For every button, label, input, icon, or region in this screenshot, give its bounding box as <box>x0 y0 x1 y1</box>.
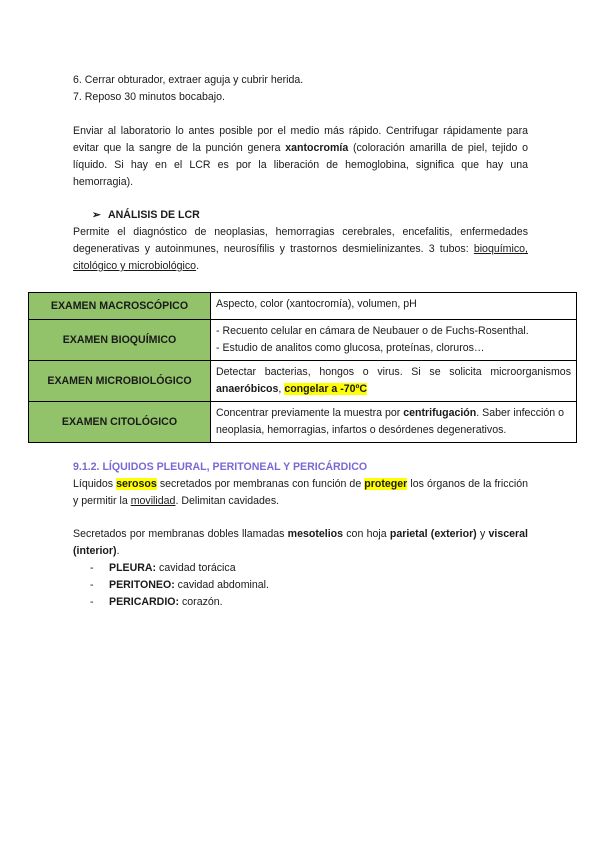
exam-text: Detectar bacterias, hongos o virus. Si se solicita microorganismos <box>216 366 571 378</box>
list-item <box>90 594 269 611</box>
organ-desc: corazón. <box>179 596 223 608</box>
exam-line: - Estudio de analitos como glucosa, proteínas, cloruros… <box>216 342 485 354</box>
send-text-2: (coloración amarilla de piel, tejido o líquido. Si hay en el LCR es por la liberación de hemoglobina, significa que hay una hemorragia). <box>73 142 529 188</box>
exam-description <box>211 402 577 443</box>
arrow-bullet-icon: ➢ <box>92 209 101 221</box>
lcr-text-end: . <box>196 260 200 272</box>
exam-description: Aspecto, color (xantocromía), volumen, pH <box>211 293 577 320</box>
organ-name: PERITONEO: <box>109 579 175 591</box>
lcr-analysis-paragraph <box>73 224 528 275</box>
table-row <box>29 320 577 361</box>
organ-name: PLEURA: <box>109 562 157 574</box>
membranes-text: con hoja <box>343 528 390 540</box>
serosos-term: serosos <box>116 478 157 490</box>
list-item <box>90 577 269 594</box>
exam-description <box>211 320 577 361</box>
exam-text: . Saber infección o neoplasia, hemorragias, infartos o desórdenes degenerativos. <box>216 407 564 436</box>
exterior-term: (exterior) <box>430 528 477 540</box>
serous-text: secretados por membranas con función de <box>156 478 365 490</box>
exam-text: Concentrar previamente la muestra por <box>216 407 404 419</box>
list-item <box>90 560 269 577</box>
lcr-analysis-heading <box>92 207 200 224</box>
serous-paragraph <box>73 476 528 510</box>
membranes-text: y <box>476 528 489 540</box>
step-7: 7. Reposo 30 minutos bocabajo. <box>73 91 225 103</box>
step-6: 6. Cerrar obturador, extraer aguja y cubrir herida. <box>73 74 304 86</box>
visceral-term: visceral <box>488 528 528 540</box>
membranes-text: Secretados por membranas dobles llamadas <box>73 528 288 540</box>
table-row <box>29 402 577 443</box>
mesotelios-term: mesotelios <box>287 528 344 540</box>
dash-bullet: - <box>90 579 94 591</box>
table-row <box>29 293 577 320</box>
serous-text: . Delimitan cavidades. <box>175 495 280 507</box>
dash-bullet: - <box>90 596 94 608</box>
xantocromia-term: xantocromía <box>285 142 349 154</box>
movilidad-term: movilidad <box>130 495 176 507</box>
freeze-instruction: congelar a -70ºC <box>284 383 368 395</box>
parietal-term: parietal <box>389 528 428 540</box>
lcr-heading-text: ANÁLISIS DE LCR <box>108 209 200 221</box>
tubes-list: bioquímico, citológico y microbiológico <box>73 243 528 272</box>
anaerobicos-term: anaeróbicos <box>216 383 279 395</box>
exam-label: EXAMEN MACROSCÓPICO <box>29 293 211 320</box>
serous-text: los órganos de la fricción y permitir la <box>73 478 528 507</box>
exam-description <box>211 361 577 402</box>
membranes-paragraph <box>73 526 528 560</box>
organ-name: PERICARDIO: <box>109 596 180 608</box>
exams-table <box>28 292 577 443</box>
send-paragraph <box>73 123 528 191</box>
exam-label: EXAMEN MICROBIOLÓGICO <box>29 361 211 402</box>
organ-desc: cavidad torácica <box>156 562 236 574</box>
exam-separator: , <box>278 383 285 395</box>
organs-list <box>90 560 269 611</box>
membranes-text: . <box>116 545 120 557</box>
proteger-term: proteger <box>364 478 408 490</box>
send-text-1: Enviar al laboratorio lo antes posible por el medio más rápido. Centrifugar rápidamente para evitar que la sangre de la punción genera <box>73 125 528 154</box>
section-heading: 9.1.2. LÍQUIDOS PLEURAL, PERITONEAL Y PERICÁRDICO <box>73 461 368 473</box>
interior-term: (interior) <box>73 545 117 557</box>
exam-label: EXAMEN BIOQUÍMICO <box>29 320 211 361</box>
dash-bullet: - <box>90 562 94 574</box>
exam-label: EXAMEN CITOLÓGICO <box>29 402 211 443</box>
centrifugacion-term: centrifugación <box>403 407 477 419</box>
exam-line: - Recuento celular en cámara de Neubauer o de Fuchs-Rosenthal. <box>216 325 529 337</box>
serous-text: Líquidos <box>73 478 117 490</box>
lcr-text: Permite el diagnóstico de neoplasias, hemorragias cerebrales, encefalitis, enfermedades degenerativas y autoinmunes, neurosífilis y trastornos desmielinizantes. 3 tubos: <box>73 226 528 255</box>
organ-desc: cavidad abdominal. <box>174 579 269 591</box>
table-row <box>29 361 577 402</box>
